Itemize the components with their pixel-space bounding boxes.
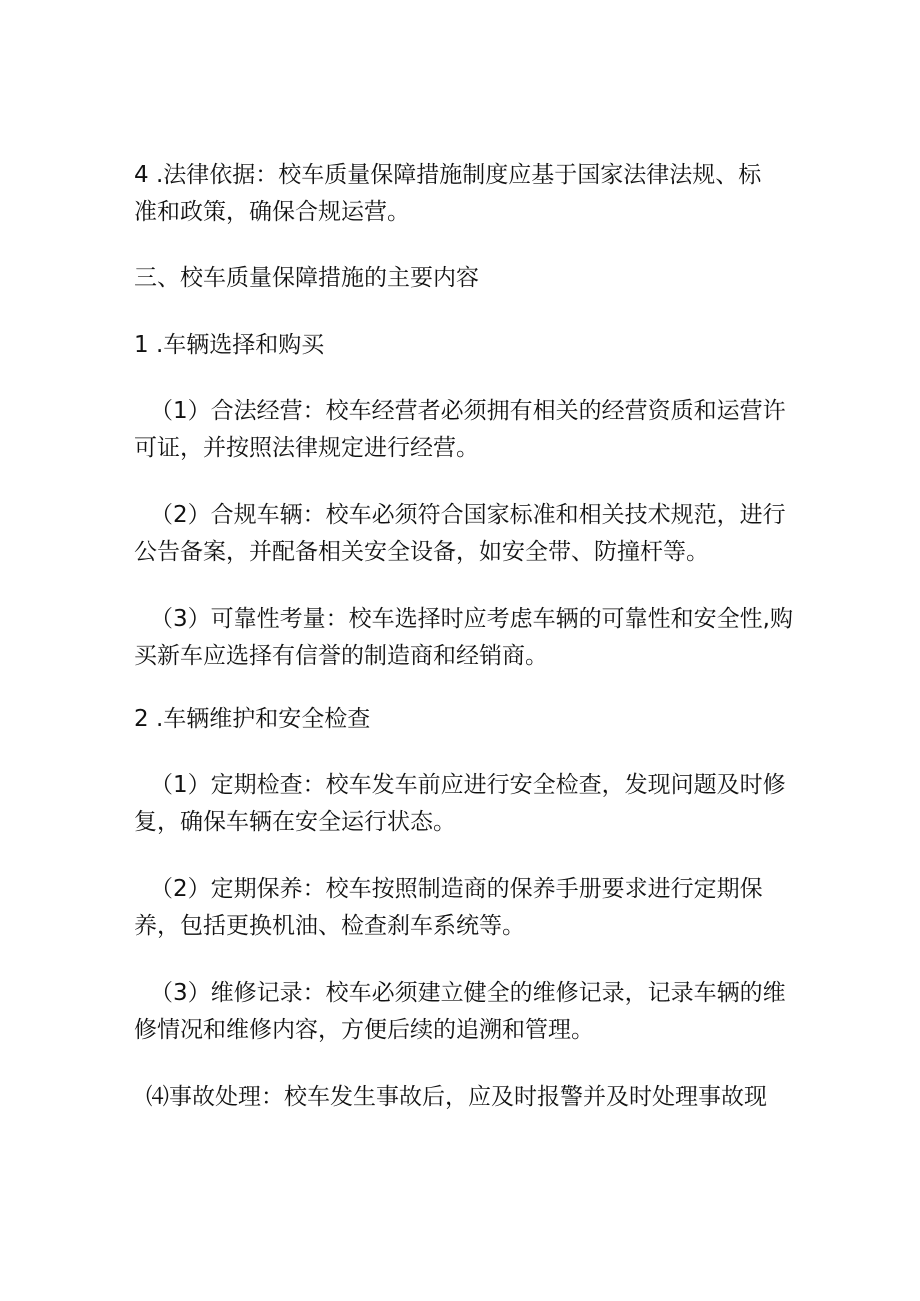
item-compliant-vehicle-line-2: 公告备案，并配备相关安全设备，如安全带、防撞杆等。 bbox=[134, 539, 709, 565]
item-reliability-line-1: （3）可靠性考量：校车选择时应考虑车辆的可靠性和安全性,购 bbox=[150, 606, 793, 632]
paragraph-legal-basis-line-2: 准和政策，确保合规运营。 bbox=[134, 199, 410, 225]
paragraph-legal-basis-line-1: 4 .法律依据：校车质量保障措施制度应基于国家法律法规、标 bbox=[134, 162, 762, 188]
item-legal-operation-line-1: （1）合法经营：校车经营者必须拥有相关的经营资质和运营许 bbox=[150, 398, 786, 424]
item-repair-records-line-2: 修情况和维修内容，方便后续的追溯和管理。 bbox=[134, 1017, 594, 1043]
section-heading-main-content: 三、校车质量保障措施的主要内容 bbox=[134, 265, 479, 291]
item-legal-operation-line-2: 可证，并按照法律规定进行经营。 bbox=[134, 435, 479, 461]
item-repair-records-line-1: （3）维修记录：校车必须建立健全的维修记录，记录车辆的维 bbox=[150, 980, 786, 1006]
subheading-vehicle-selection: 1 .车辆选择和购买 bbox=[134, 332, 325, 358]
item-regular-inspection-line-1: （1）定期检查：校车发车前应进行安全检查，发现问题及时修 bbox=[150, 772, 786, 798]
subheading-maintenance-inspection: 2 .车辆维护和安全检查 bbox=[134, 706, 371, 732]
item-regular-maintenance-line-2: 养，包括更换机油、检查刹车系统等。 bbox=[134, 913, 525, 939]
item-compliant-vehicle-line-1: （2）合规车辆：校车必须符合国家标准和相关技术规范，进行 bbox=[150, 502, 786, 528]
item-reliability-line-2: 买新车应选择有信誉的制造商和经销商。 bbox=[134, 643, 548, 669]
item-accident-handling-line-1: ⑷事故处理：校车发生事故后，应及时报警并及时处理事故现 bbox=[146, 1084, 767, 1110]
item-regular-inspection-line-2: 复，确保车辆在安全运行状态。 bbox=[134, 809, 456, 835]
item-regular-maintenance-line-1: （2）定期保养：校车按照制造商的保养手册要求进行定期保 bbox=[150, 876, 763, 902]
